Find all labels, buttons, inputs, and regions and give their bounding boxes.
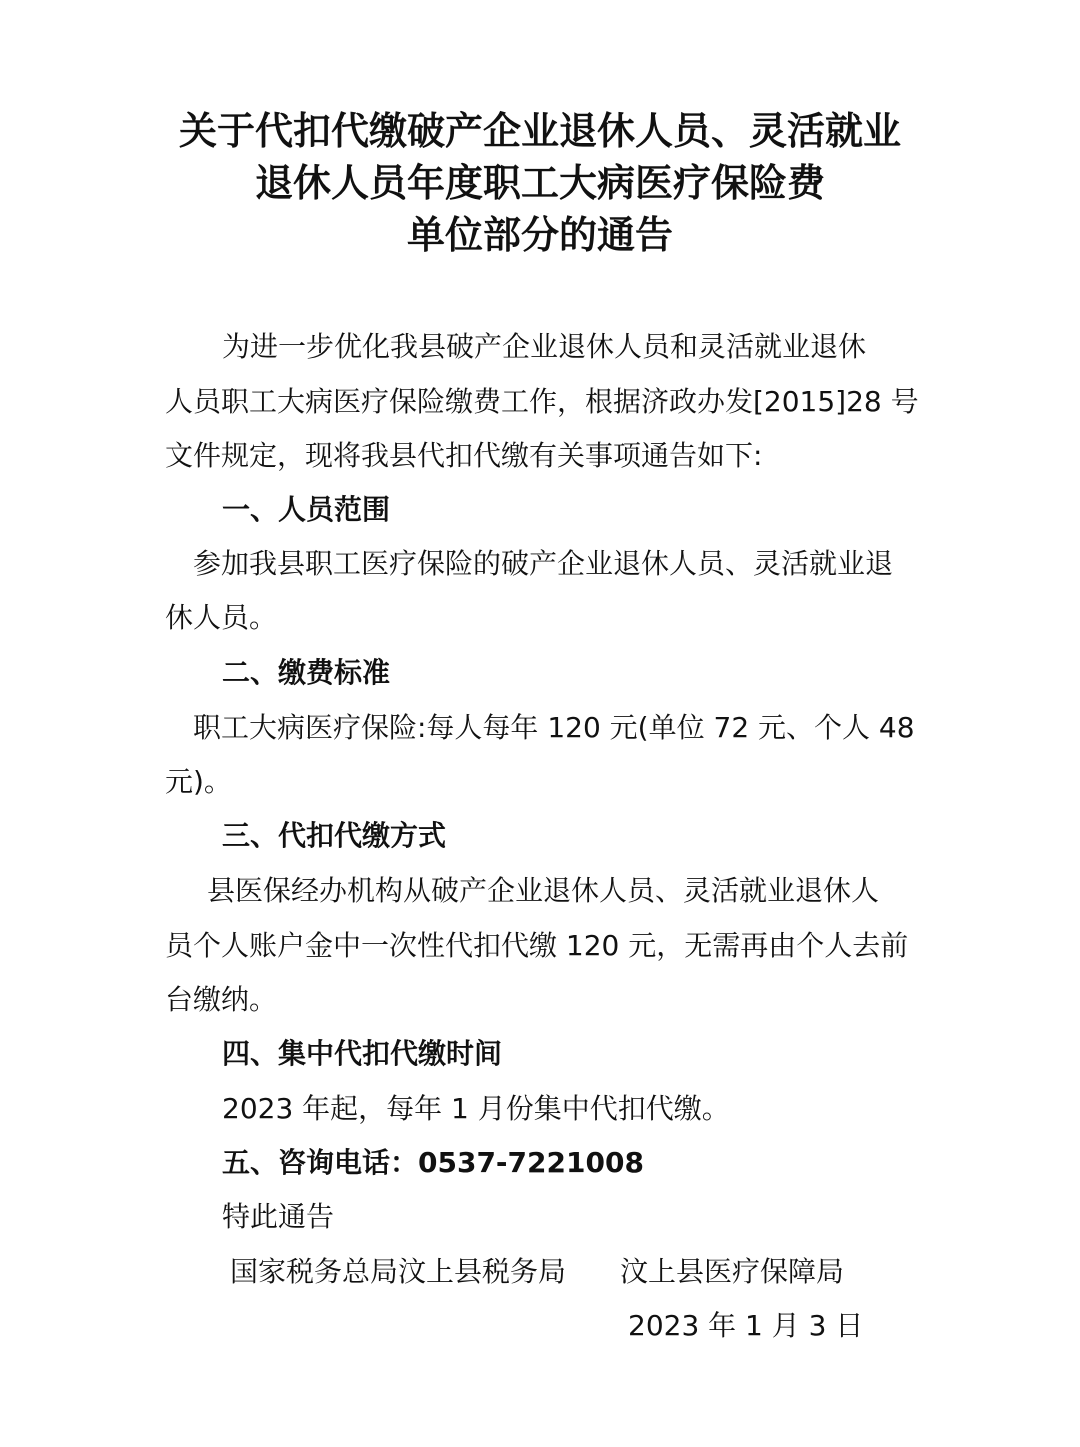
section-1-line-1: 参加我县职工医疗保险的破产企业退休人员、灵活就业退 (193, 547, 894, 580)
title-line-1: 关于代扣代缴破产企业退休人员、灵活就业 (178, 108, 901, 153)
section-3-line-2: 员个人账户金中一次性代扣代缴 120 元，无需再由个人去前 (165, 929, 909, 962)
issuer-medical-bureau: 汶上县医疗保障局 (620, 1255, 845, 1288)
section-4-heading: 四、集中代扣代缴时间 (222, 1037, 503, 1070)
section-3-heading: 三、代扣代缴方式 (222, 819, 447, 852)
intro-line-1: 为进一步优化我县破产企业退休人员和灵活就业退休 (222, 330, 867, 363)
section-4-line-1: 2023 年起，每年 1 月份集中代扣代缴。 (222, 1092, 730, 1125)
title-line-2: 退休人员年度职工大病医疗保险费 (254, 160, 825, 205)
section-2-heading: 二、缴费标准 (222, 656, 391, 689)
issue-date: 2023 年 1 月 3 日 (628, 1309, 864, 1342)
section-3-line-3: 台缴纳。 (165, 983, 278, 1016)
section-3-line-1: 县医保经办机构从破产企业退休人员、灵活就业退休人 (207, 874, 880, 907)
intro-line-3: 文件规定，现将我县代扣代缴有关事项通告如下: (165, 439, 763, 472)
section-1-line-2: 休人员。 (165, 601, 278, 634)
closing-text: 特此通告 (222, 1200, 335, 1233)
section-2-line-2: 元)。 (165, 765, 232, 798)
section-5-heading: 五、咨询电话：0537-7221008 (222, 1146, 644, 1179)
section-2-line-1: 职工大病医疗保险:每人每年 120 元(单位 72 元、个人 48 (193, 711, 915, 744)
intro-line-2: 人员职工大病医疗保险缴费工作，根据济政办发[2015]28 号 (165, 385, 919, 418)
issuer-tax-bureau: 国家税务总局汶上县税务局 (230, 1255, 567, 1288)
title-line-3: 单位部分的通告 (406, 212, 673, 257)
section-1-heading: 一、人员范围 (222, 493, 391, 526)
